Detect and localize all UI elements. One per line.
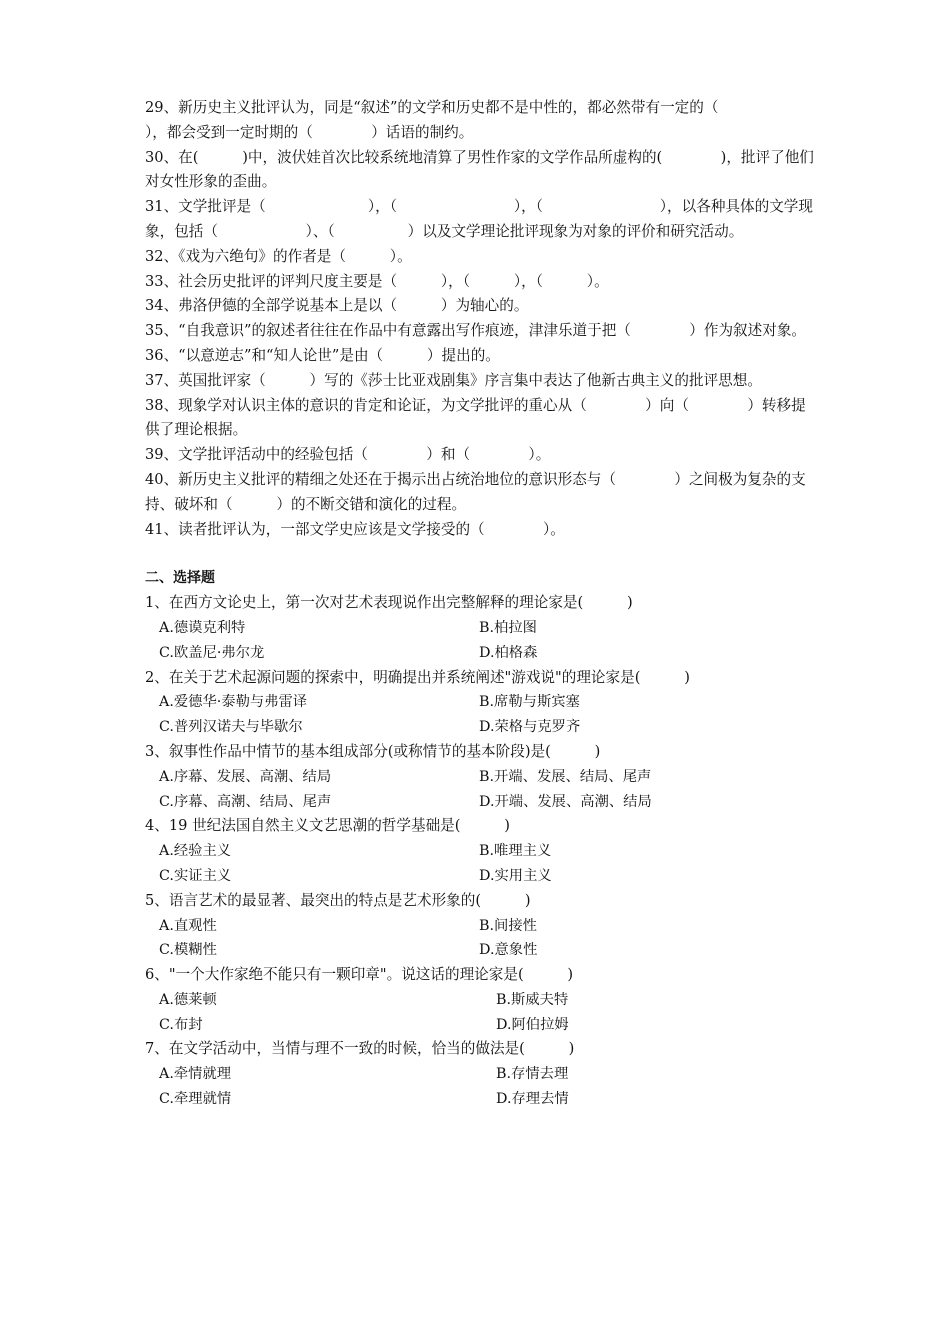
- option-b: B.开端、发展、结局、尾声: [479, 768, 652, 785]
- question-39: 39、文学批评活动中的经验包括（ ）和（ ）。: [145, 446, 551, 464]
- choice-question-2: 2、在关于艺术起源问题的探索中，明确提出并系统阐述"游戏说"的理论家是( ): [145, 668, 690, 686]
- choice-options-5: [145, 914, 815, 964]
- choice-options-1: [145, 616, 815, 666]
- option-b: B.间接性: [479, 917, 537, 934]
- section-title: 二、选择题: [145, 570, 215, 587]
- option-a: A.直观性: [159, 917, 217, 934]
- option-d: D.开端、发展、高潮、结局: [479, 793, 652, 810]
- choice-options-6: [145, 988, 815, 1038]
- option-d: D.存理去情: [496, 1091, 569, 1108]
- choice-question-3: 3、叙事性作品中情节的基本组成部分(或称情节的基本阶段)是( ): [145, 742, 601, 760]
- question-32: 32、《戏为六绝句》的作者是（ ）。: [145, 247, 412, 265]
- option-b: B.唯理主义: [479, 843, 552, 860]
- option-c: C.模糊性: [159, 942, 217, 959]
- choice-question-7: 7、在文学活动中，当情与理不一致的时候，恰当的做法是( ): [145, 1040, 575, 1058]
- option-c: C.序幕、高潮、结局、尾声: [159, 793, 332, 810]
- option-d: D.阿伯拉姆: [496, 1016, 569, 1033]
- question-38: 38、现象学对认识主体的意识的肯定和论证，为文学批评的重心从（ ）向（ ）转移提供了理论根据。: [145, 396, 806, 439]
- question-31: 31、文学批评是（ ），（ ），（ ），以各种具体的文学现象，包括（ ）、（ ）以及文学理论批评现象为对象的评价和研究活动。: [145, 198, 813, 240]
- option-d: D.实用主义: [479, 867, 552, 884]
- choice-options-2: [145, 690, 815, 740]
- question-29: 29、新历史主义批评认为，同是“叙述”的文学和历史都不是中性的，都必然带有一定的（ ），都会受到一定时期的（ ）话语的制约。: [145, 99, 807, 141]
- option-b: B.存情去理: [496, 1066, 569, 1083]
- question-30: 30、在( )中，波伏娃首次比较系统地清算了男性作家的文学作品所虚构的( )，批评了他们对女性形象的歪曲。: [145, 148, 814, 191]
- option-b: B.斯威夫特: [496, 991, 569, 1008]
- choice-question-6: 6、"一个大作家绝不能只有一颗印章"。说这话的理论家是( ): [145, 966, 574, 984]
- option-a: A.爱德华·泰勒与弗雷译: [159, 694, 308, 711]
- question-33: 33、社会历史批评的评判尺度主要是（ ），（ ），（ ）。: [145, 272, 609, 290]
- question-41: 41、读者批评认为，一部文学史应该是文学接受的（ ）。: [145, 520, 565, 538]
- choice-options-3: [145, 765, 815, 815]
- choice-question-5: 5、语言艺术的最显著、最突出的特点是艺术形象的( ): [145, 891, 531, 909]
- section-gap: [145, 542, 815, 566]
- option-a: A.序幕、发展、高潮、结局: [159, 768, 332, 785]
- document-page: [145, 96, 815, 1112]
- option-d: D.意象性: [479, 942, 538, 959]
- option-a: A.德谟克利特: [159, 619, 246, 636]
- option-d: D.荣格与克罗齐: [479, 719, 581, 736]
- choice-question-1: 1、在西方文论史上，第一次对艺术表现说作出完整解释的理论家是( ): [145, 594, 633, 612]
- option-c: C.布封: [159, 1016, 203, 1033]
- question-36: 36、“以意逆志”和“知人论世”是由（ ）提出的。: [145, 346, 500, 364]
- question-40: 40、新历史主义批评的精细之处还在于揭示出占统治地位的意识形态与（ ）之间极为复杂的支持、破坏和（ ）的不断交错和演化的过程。: [145, 470, 806, 513]
- choice-options-4: [145, 839, 815, 889]
- choice-question-4: 4、19 世纪法国自然主义文艺思潮的哲学基础是( ): [145, 817, 510, 835]
- option-a: A.德莱顿: [159, 991, 217, 1008]
- option-a: A.牵情就理: [159, 1066, 232, 1083]
- option-a: A.经验主义: [159, 843, 232, 860]
- choice-options-7: [145, 1062, 815, 1112]
- option-c: C.牵理就情: [159, 1091, 232, 1108]
- option-c: C.欧盖尼·弗尔龙: [159, 644, 265, 661]
- option-b: B.柏拉图: [479, 619, 537, 636]
- question-34: 34、弗洛伊德的全部学说基本上是以（ ）为轴心的。: [145, 297, 529, 315]
- option-c: C.实证主义: [159, 867, 232, 884]
- question-37: 37、英国批评家（ ）写的《莎士比亚戏剧集》序言集中表达了他新古典主义的批评思想。: [145, 371, 762, 389]
- option-c: C.普列汉诺夫与毕歇尔: [159, 719, 303, 736]
- option-d: D.柏格森: [479, 644, 538, 661]
- option-b: B.席勒与斯宾塞: [479, 694, 580, 711]
- question-35: 35、“自我意识”的叙述者往往在作品中有意露出写作痕迹，津津乐道于把（ ）作为叙述对象。: [145, 322, 807, 340]
